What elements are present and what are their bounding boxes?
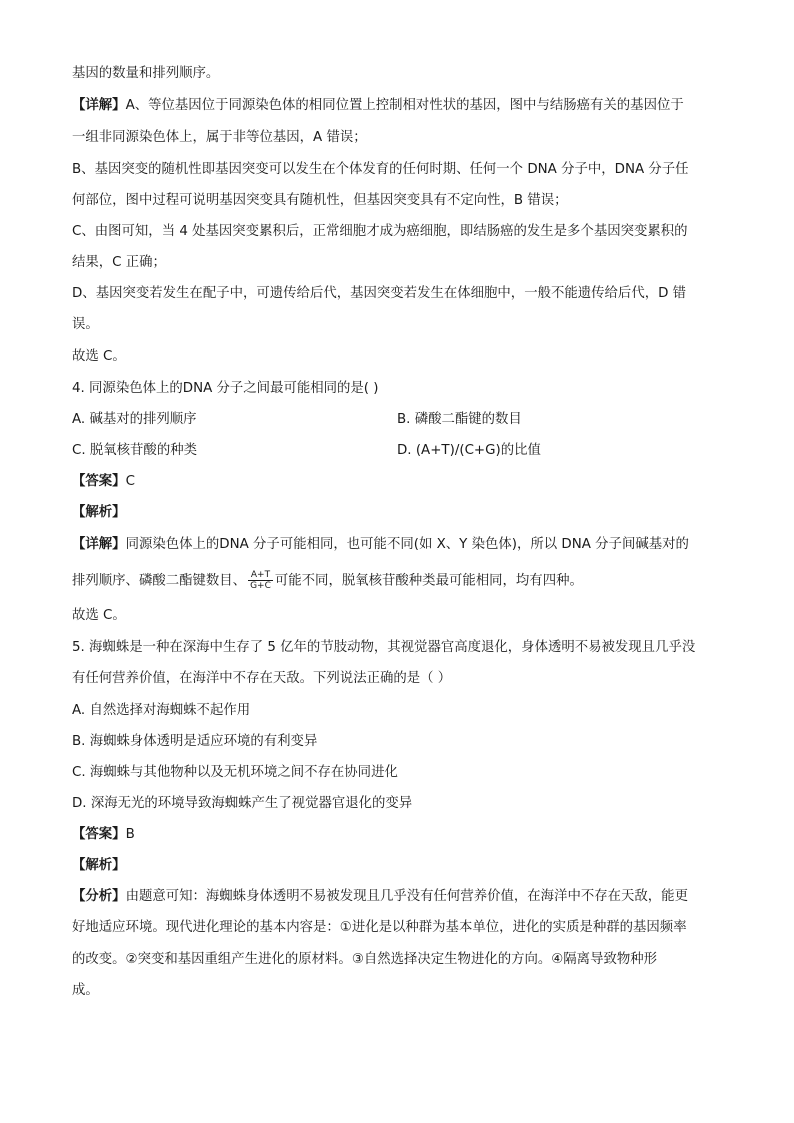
question-5-answer xyxy=(72,825,722,845)
fenxi-tag: 【分析】 xyxy=(72,889,126,904)
question-4-option-a: A. 碱基对的排列顺序 xyxy=(72,412,197,427)
text-line: A、等位基因位于同源染色体的相同位置上控制相对性状的基因，图中与结肠癌有关的基因位于 xyxy=(125,98,684,113)
question-4-option-d: D. (A+T)/(C+G)的比值 xyxy=(397,443,541,458)
question-5-stem-line-1: 5. 海蜘蛛是一种在深海中生存了 5 亿年的节肢动物，其视觉器官高度退化，身体透明不易被发现且几乎没 xyxy=(72,640,696,655)
question-5-option-c: C. 海蜘蛛与其他物种以及无机环境之间不存在协同进化 xyxy=(72,765,398,780)
text-line: 一组非同源染色体上，属于非等位基因，A 错误； xyxy=(72,130,367,145)
text-line: C、由图可知，当 4 处基因突变累积后，正常细胞才成为癌细胞，即结肠癌的发生是多个基因突变累积的 xyxy=(72,224,688,239)
text-segment: 排列顺序、磷酸二酯键数目、 xyxy=(72,573,247,589)
answer-tag: 【答案】 xyxy=(72,827,126,842)
text-segment: 可能不同，脱氧核苷酸种类最可能相同，均有四种。 xyxy=(274,573,583,589)
answer-value: B xyxy=(125,827,135,842)
detail-tag: 【详解】 xyxy=(72,98,126,113)
question-5-fenxi xyxy=(72,887,722,907)
question-5-analysis-tag xyxy=(72,856,722,876)
detail-tag: 【详解】 xyxy=(72,537,126,552)
text-line: 何部位，图中过程可说明基因突变具有随机性，但基因突变具有不定向性，B 错误； xyxy=(72,193,568,208)
fraction-numerator: A+T xyxy=(248,570,273,581)
question-4-analysis-tag xyxy=(72,503,722,523)
text-line: 成。 xyxy=(72,983,99,998)
question-4-answer xyxy=(72,472,722,492)
text-line: 的改变。②突变和基因重组产生进化的原材料。③自然选择决定生物进化的方向。④隔离导致物种形 xyxy=(72,952,658,967)
question-4-stem: 4. 同源染色体上的DNA 分子之间最可能相同的是( ) xyxy=(72,381,379,396)
conclusion-line: 故选 C。 xyxy=(72,608,126,623)
text-line: 好地适应环境。现代进化理论的基本内容是：①进化是以种群为基本单位，进化的实质是种群的基因频率 xyxy=(72,920,687,935)
conclusion-line: 故选 C。 xyxy=(72,349,126,364)
question-4-detail xyxy=(72,535,722,555)
text-line: 同源染色体上的DNA 分子可能相同，也可能不同(如 X、Y 染色体)，所以 DNA 分子间碱基对的 xyxy=(125,537,689,552)
answer-tag: 【答案】 xyxy=(72,474,126,489)
text-line: D、基因突变若发生在配子中，可遗传给后代，基因突变若发生在体细胞中，一般不能遗传给后代，D 错 xyxy=(72,286,687,301)
question-5-option-a: A. 自然选择对海蜘蛛不起作用 xyxy=(72,703,251,718)
question-5-option-d: D. 深海无光的环境导致海蜘蛛产生了视觉器官退化的变异 xyxy=(72,796,413,811)
analysis-tag: 【解析】 xyxy=(72,858,126,873)
question-4-option-c: C. 脱氧核苷酸的种类 xyxy=(72,443,197,458)
text-line: 结果，C 正确； xyxy=(72,255,166,270)
question-4-option-b: B. 磷酸二酯键的数目 xyxy=(397,412,522,427)
text-line: 基因的数量和排列顺序。 xyxy=(72,66,220,81)
analysis-tag: 【解析】 xyxy=(72,505,126,520)
fraction-denominator: G+C xyxy=(250,581,271,591)
text-line: B、基因突变的随机性即基因突变可以发生在个体发育的任何时期、任何一个 DNA 分子中，DNA 分子任 xyxy=(72,162,689,177)
answer-value: C xyxy=(125,474,135,489)
fraction-formula xyxy=(248,570,273,591)
question-4-detail-line-2 xyxy=(72,570,722,592)
question-5-stem-line-2: 有任何营养价值，在海洋中不存在天敌。下列说法正确的是（ ） xyxy=(72,671,452,686)
text-line: 误。 xyxy=(72,317,99,332)
question-5-option-b: B. 海蜘蛛身体透明是适应环境的有利变异 xyxy=(72,734,318,749)
text-line: 由题意可知：海蜘蛛身体透明不易被发现且几乎没有任何营养价值，在海洋中不存在天敌，能更 xyxy=(125,889,688,904)
detail-paragraph xyxy=(72,96,722,116)
